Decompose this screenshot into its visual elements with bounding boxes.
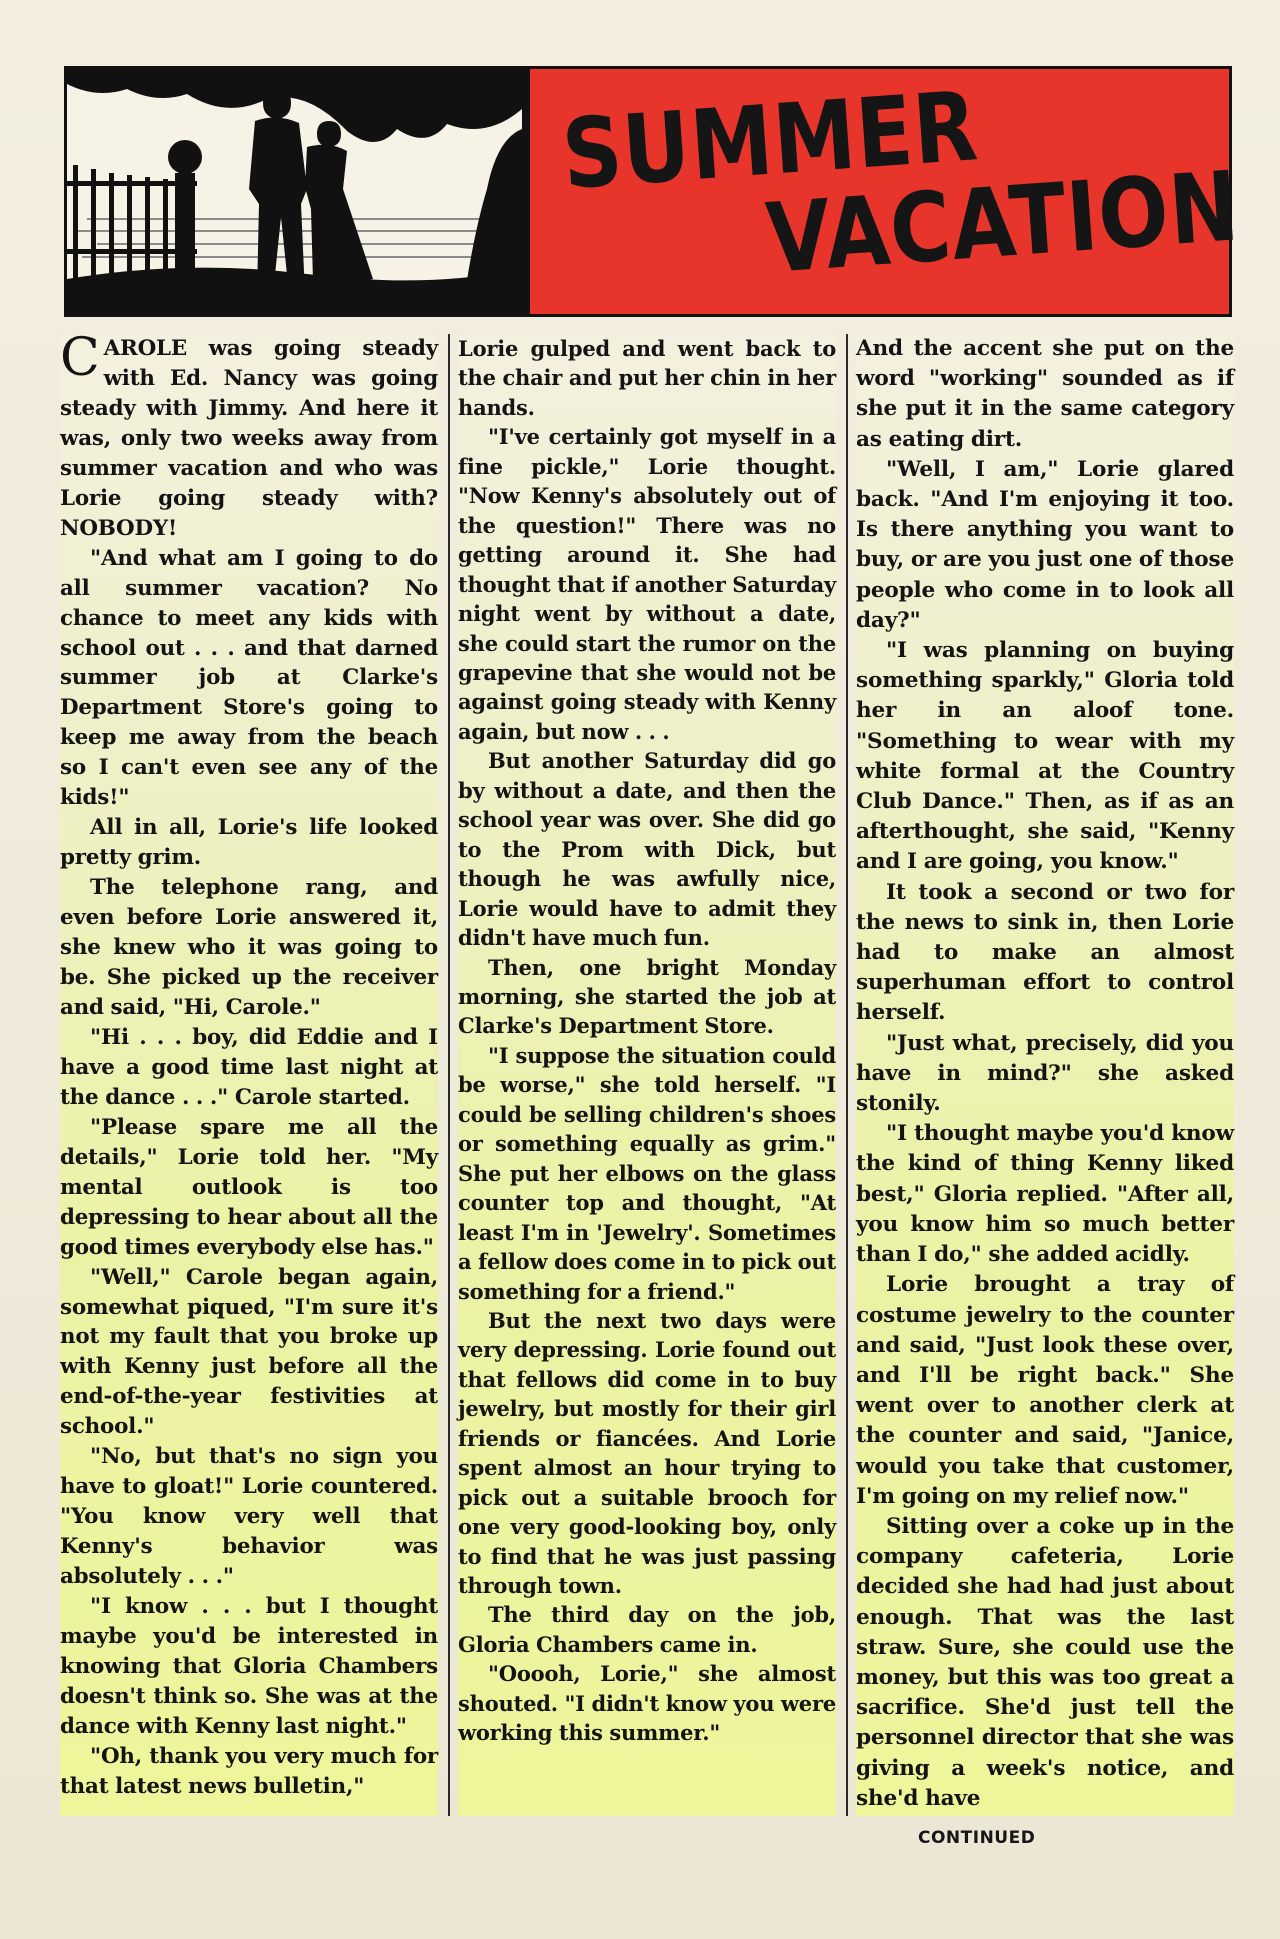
- paragraph: "Hi . . . boy, did Eddie and I have a good time last night at the dance . . ." Carole started.: [60, 1024, 438, 1110]
- paragraph: Lorie brought a tray of costume jewelry to the counter and said, "Just look these over, and I'll be right back." She went over to another clerk at the counter and said, "Janice, would you take that customer, I'm going on my relief now.": [856, 1272, 1234, 1509]
- title-panel: [527, 69, 1243, 314]
- column-divider: [448, 334, 450, 1816]
- paragraph: "No, but that's no sign you have to gloat!" Lorie countered. "You know very well that Kenny's behavior was absolutely . . .": [60, 1444, 438, 1590]
- column-divider: [846, 334, 848, 1816]
- paragraph: "Oh, thank you very much for that latest news bulletin,": [60, 1743, 438, 1799]
- paragraph: "Please spare me all the details," Lorie told her. "My mental outlook is too depressing to hear about all the good times everybody else has.": [60, 1114, 438, 1260]
- paragraph: Lorie gulped and went back to the chair and put her chin in her hands.: [458, 336, 836, 420]
- title-line-summer: SUMMER: [558, 70, 982, 211]
- paragraph: But the next two days were very depressing. Lorie found out that fellows did come in to buy jewelry, but mostly for their girl friends or fiancées. And Lorie spent almost an hour trying to pick out a suitable brooch for one very good-looking boy, only to find that he was just passing through town.: [458, 1307, 836, 1599]
- paragraph: "And what am I going to do all summer vacation? No chance to meet any kids with school out . . . and that darned summer job at Clarke's Department Store's going to keep me away from the beach so I can't even see any of the kids!": [60, 545, 438, 811]
- article-column-3: [856, 334, 1234, 1816]
- paragraph: "I know . . . but I thought maybe you'd be interested in knowing that Gloria Chambers doesn't think so. She was at the dance with Kenny last night.": [60, 1594, 438, 1739]
- paragraph: All in all, Lorie's life looked pretty grim.: [60, 815, 438, 871]
- article-columns: [60, 328, 1235, 1816]
- paragraph: The third day on the job, Gloria Chambers came in.: [458, 1602, 836, 1657]
- paragraph: CAROLE was going steady with Ed. Nancy was going steady with Jimmy. And here it was, only two weeks away from summer vacation and who was Lorie going steady with? NOBODY!: [60, 328, 438, 541]
- paragraph: "Well, I am," Lorie glared back. "And I'm enjoying it too. Is there anything you want to buy, or are you just one of those people who come in to look all day?": [856, 456, 1235, 633]
- drop-cap: C: [60, 328, 100, 388]
- paragraph: "I was planning on buying something sparkly," Gloria told her in an aloof tone. "Something to wear with my white formal at the Country Club Dance." Then, as if as an afterthought, she said, "Kenny and I are going, you know.": [856, 638, 1234, 875]
- paragraph: "Ooooh, Lorie," she almost shouted. "I didn't know you were working this summer.": [458, 1661, 836, 1746]
- paragraph: And the accent she put on the word "working" sounded as if she put it in the same category as eating dirt.: [856, 336, 1234, 452]
- title-banner: [64, 66, 1243, 317]
- paragraph: "Well," Carole began again, somewhat piqued, "I'm sure it's not my fault that you broke up with Kenny just before all the end-of-the-year festivities at school.": [60, 1264, 438, 1440]
- paragraph: But another Saturday did go by without a date, and then the school year was over. She did go to the Prom with Dick, but though he was awfully nice, Lorie would have to admit they didn't have much fun.: [458, 748, 836, 951]
- paragraph: "I thought maybe you'd know the kind of thing Kenny liked best," Gloria replied. "After all, you know him so much better than I do," she added acidly.: [856, 1121, 1234, 1268]
- couple-silhouette-image: [67, 69, 522, 314]
- paragraph: It took a second or two for the news to sink in, then Lorie had to make an almost superhuman effort to control herself.: [856, 879, 1234, 1026]
- paragraph: "I've certainly got myself in a fine pickle," Lorie thought. "Now Kenny's absolutely out of the question!" There was no getting around it. She had thought that if another Saturday night went by without a date, she could start the rumor on the grapevine that she would not be against going steady with Kenny again, but now . . .: [458, 424, 836, 744]
- article-column-2: [458, 334, 836, 1816]
- title-line-vacation: VACATION: [762, 150, 1243, 295]
- paragraph: "I suppose the situation could be worse," she told herself. "I could be selling children's shoes or something equally as grim." She put her elbows on the glass counter top and thought, "At least I'm in 'Jewelry'. Sometimes a fellow does come in to pick out something for a friend.": [458, 1042, 836, 1304]
- paragraph: Then, one bright Monday morning, she started the job at Clarke's Department Store.: [458, 954, 836, 1039]
- paragraph: "Just what, precisely, did you have in mind?" she asked stonily.: [856, 1030, 1234, 1117]
- paragraph: Sitting over a coke up in the company cafeteria, Lorie decided she had had just about enough. That was the last straw. Sure, she could use the money, but this was too great a sacrifice. She'd just tell the personnel director that she was giving a week's notice, and she'd have: [856, 1513, 1234, 1811]
- silhouette-illustration: [67, 69, 522, 314]
- paragraph: The telephone rang, and even before Lorie answered it, she knew who it was going to be. She picked up the receiver and said, "Hi, Carole.": [60, 875, 438, 1020]
- continued-label: CONTINUED: [918, 1828, 1036, 1848]
- article-column-1: [60, 328, 438, 1816]
